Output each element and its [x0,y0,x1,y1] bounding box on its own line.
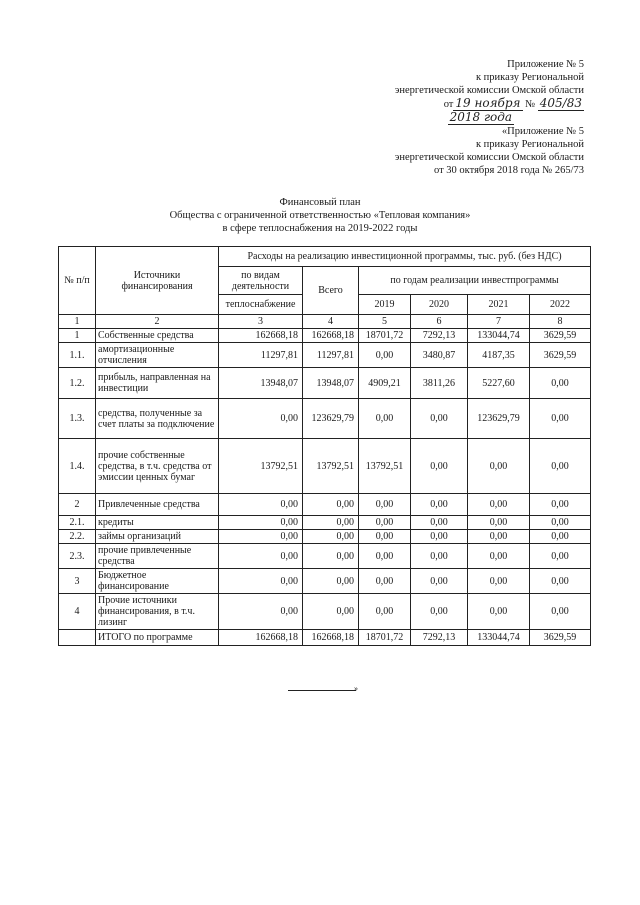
row-value-y2019: 0,00 [359,569,411,594]
table-row [59,516,591,530]
row-value-total: 0,00 [303,530,359,544]
row-source-name: займы организаций [96,530,219,544]
group-header: Расходы на реализацию инвестиционной программы, тыс. руб. (без НДС) [219,247,591,267]
row-value-y2021: 0,00 [468,439,530,494]
row-source-name: Бюджетное финансирование [96,569,219,594]
financial-plan-table [58,246,591,646]
row-value-y2022: 0,00 [530,594,591,630]
row-value-y2022: 0,00 [530,399,591,439]
row-value-y2022: 0,00 [530,439,591,494]
row-value-total: 13948,07 [303,368,359,399]
row-number: 2 [59,494,96,516]
row-number: 3 [59,569,96,594]
row-number: 1.4. [59,439,96,494]
row-value-y2021: 5227,60 [468,368,530,399]
col-source-header: Источники финансирования [96,247,219,315]
header-year-line [395,111,584,125]
row-value-y2020: 3480,87 [411,343,468,368]
row-value-total: 0,00 [303,516,359,530]
table-row [59,544,591,569]
row-value-y2021: 133044,74 [468,329,530,343]
table-row [59,368,591,399]
row-value-y2019: 0,00 [359,343,411,368]
row-number: 1.2. [59,368,96,399]
total-header: Всего [303,267,359,315]
row-value-y2021: 0,00 [468,544,530,569]
row-value-total: 123629,79 [303,399,359,439]
row-value-y2019: 0,00 [359,516,411,530]
row-value-total: 0,00 [303,494,359,516]
row-value-y2019: 0,00 [359,544,411,569]
by-years-header: по годам реализации инвестпрограммы [359,267,591,295]
header-date-line: от 19 ноября № 405/83 [443,96,582,110]
year-header: 2019 [359,295,411,315]
row-value-y2022: 0,00 [530,494,591,516]
table-row [59,343,591,368]
header-line3: энергетической комиссии Омской области [394,85,584,96]
row-number: 2.1. [59,516,96,530]
row-value-y2019: 0,00 [359,399,411,439]
row-value-y2021: 123629,79 [468,399,530,439]
row-value-y2022: 0,00 [530,569,591,594]
row-value-y2021: 0,00 [468,494,530,516]
row-value-heat: 0,00 [219,544,303,569]
footer-line [288,690,356,691]
row-value-y2022: 3629,59 [530,630,591,646]
heat-header: теплоснабжение [219,295,303,315]
column-index-cell: 1 [59,315,96,329]
table-row [59,494,591,516]
column-index-cell: 8 [530,315,591,329]
row-value-heat: 0,00 [219,569,303,594]
row-value-y2022: 0,00 [530,516,591,530]
row-number: 1.3. [59,399,96,439]
row-value-y2020: 0,00 [411,530,468,544]
row-source-name: Собственные средства [96,329,219,343]
row-value-total: 162668,18 [303,630,359,646]
row-value-y2020: 0,00 [411,399,468,439]
row-value-heat: 0,00 [219,516,303,530]
row-value-heat: 162668,18 [219,329,303,343]
year-header: 2021 [468,295,530,315]
column-index-cell: 4 [303,315,359,329]
row-value-heat: 13792,51 [219,439,303,494]
row-value-heat: 162668,18 [219,630,303,646]
row-value-y2019: 4909,21 [359,368,411,399]
prev-line3: энергетической комиссии Омской области [394,152,584,163]
row-number: 4 [59,594,96,630]
footer-mark: » [354,684,358,693]
handwritten-date: 19 ноября [455,96,521,110]
row-value-heat: 0,00 [219,594,303,630]
prev-line1: «Приложение № 5 [501,126,584,137]
table-row [59,439,591,494]
header-line1: Приложение № 5 [507,59,584,70]
row-value-total: 0,00 [303,569,359,594]
table-row [59,594,591,630]
year-header: 2020 [411,295,468,315]
row-value-total: 0,00 [303,544,359,569]
row-value-y2022: 0,00 [530,544,591,569]
table-row [59,530,591,544]
year-header: 2022 [530,295,591,315]
row-source-name: прочие собственные средства, в т.ч. средства от эмиссии ценных бумаг [96,439,219,494]
row-number: 1 [59,329,96,343]
row-value-y2019: 0,00 [359,594,411,630]
row-value-y2021: 0,00 [468,516,530,530]
row-value-y2020: 0,00 [411,516,468,530]
row-value-y2021: 133044,74 [468,630,530,646]
row-source-name: Прочие источники финансирования, в т.ч. лизинг [96,594,219,630]
row-value-y2020: 3811,26 [411,368,468,399]
row-value-y2021: 0,00 [468,530,530,544]
row-number [59,630,96,646]
row-value-y2020: 0,00 [411,494,468,516]
row-number: 2.2. [59,530,96,544]
row-value-y2022: 0,00 [530,368,591,399]
row-value-y2022: 0,00 [530,530,591,544]
row-value-y2022: 3629,59 [530,329,591,343]
row-value-y2019: 13792,51 [359,439,411,494]
header-line2: к приказу Региональной [475,72,584,83]
row-value-total: 13792,51 [303,439,359,494]
column-index-cell: 3 [219,315,303,329]
document-title [0,196,640,235]
handwritten-number: 405/83 [539,96,582,110]
row-value-y2020: 7292,13 [411,630,468,646]
row-value-y2019: 18701,72 [359,329,411,343]
row-value-y2021: 0,00 [468,594,530,630]
column-index-cell: 7 [468,315,530,329]
table-row [59,399,591,439]
table-row [59,329,591,343]
title-line1: Финансовый план [279,197,361,208]
row-source-name: прибыль, направленная на инвестиции [96,368,219,399]
row-value-y2019: 0,00 [359,530,411,544]
row-value-total: 0,00 [303,594,359,630]
title-line3: в сфере теплоснабжения на 2019-2022 годы [222,223,418,234]
prev-line4: от 30 октября 2018 года № 265/73 [433,165,584,176]
row-number: 2.3. [59,544,96,569]
row-source-name: Привлеченные средства [96,494,219,516]
row-source-name: средства, полученные за счет платы за подключение [96,399,219,439]
row-value-y2020: 0,00 [411,544,468,569]
row-value-heat: 11297,81 [219,343,303,368]
row-number: 1.1. [59,343,96,368]
row-source-name: ИТОГО по программе [96,630,219,646]
row-value-y2022: 3629,59 [530,343,591,368]
handwritten-year: 2018 года [449,110,512,124]
column-index-cell: 6 [411,315,468,329]
row-value-y2020: 0,00 [411,569,468,594]
row-value-total: 162668,18 [303,329,359,343]
row-value-y2021: 4187,35 [468,343,530,368]
row-value-y2019: 18701,72 [359,630,411,646]
column-index-cell: 5 [359,315,411,329]
by-activity-header: по видам деятельности [219,267,303,295]
table-row [59,569,591,594]
row-source-name: кредиты [96,516,219,530]
column-index-cell: 2 [96,315,219,329]
row-value-heat: 13948,07 [219,368,303,399]
row-source-name: прочие привлеченные средства [96,544,219,569]
prev-line2: к приказу Региональной [475,139,584,150]
row-value-heat: 0,00 [219,530,303,544]
title-line2: Общества с ограниченной ответственностью «Тепловая компания» [169,210,471,221]
row-value-heat: 0,00 [219,494,303,516]
row-value-y2020: 0,00 [411,594,468,630]
row-value-total: 11297,81 [303,343,359,368]
row-value-y2019: 0,00 [359,494,411,516]
table-row [59,630,591,646]
row-value-y2020: 0,00 [411,439,468,494]
row-source-name: амортизационные отчисления [96,343,219,368]
row-value-y2021: 0,00 [468,569,530,594]
approval-header [395,58,584,177]
row-value-y2020: 7292,13 [411,329,468,343]
col-num-header: № п/п [59,247,96,315]
row-value-heat: 0,00 [219,399,303,439]
